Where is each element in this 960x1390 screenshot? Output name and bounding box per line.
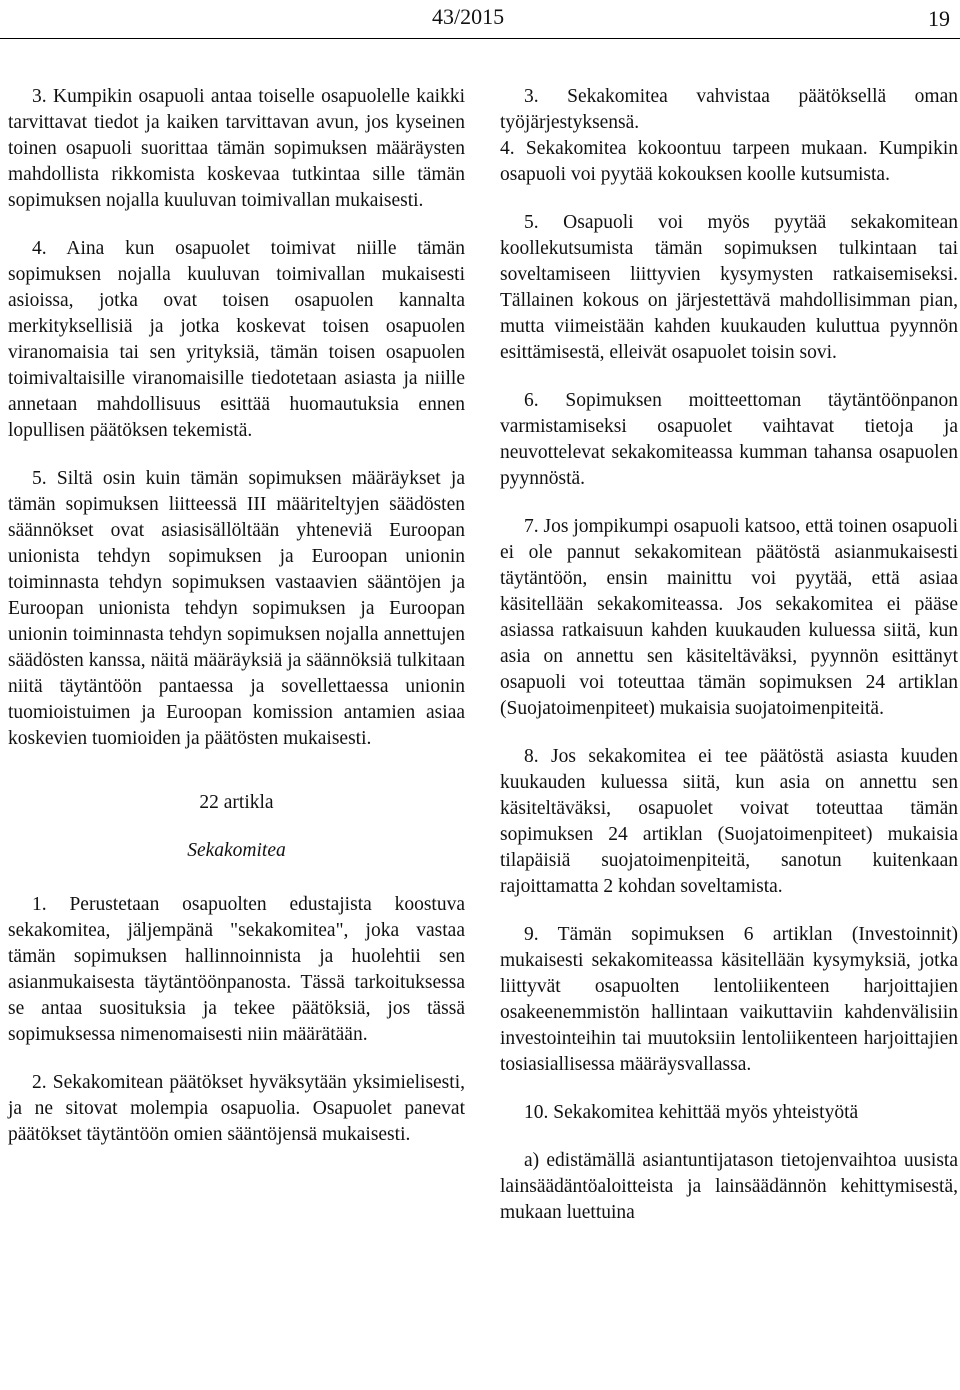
paragraph-10: 10. Sekakomitea kehittää myös yhteistyötä: [524, 1102, 859, 1123]
paragraph-5: 5. Siltä osin kuin tämän sopimuksen määräykset ja tämän sopimuksen liitteessä III määriteltyjen säädösten säännökset ovat asiasisällöltään yhteneviä Euroopan unionista tehdyn sopimuksen ja Euroopan unionin toiminnasta tehdyn sopimuksen vastaavien sääntöjen ja Euroopan unionista tehdyn sopimuksen ja Euroopan unionin toiminnasta tehdyn sopimuksen nojalla annettujen säädösten kanssa, näitä määräyksiä ja säännöksiä tulkitaan niitä täytäntöön pantaessa ja sovellettaessa unionin tuomioistuimen ja Euroopan komission antamien asiaa koskevien tuomioiden ja päätösten mukaisesti.: [8, 468, 465, 749]
paragraph-7: 7. Jos jompikumpi osapuoli katsoo, että toinen osapuoli ei ole pannut sekakomitean päätöstä asianmukaisesti täytäntöön, ensin mainittu voi pyytää, että asiaa käsitellään sekakomiteassa. Jos sekakomitea ei pääse asiassa ratkaisuun kahden kuukauden kuluessa siitä, kun asia on annettu sen käsiteltäväksi, pyynnön esittänyt osapuoli voi toteuttaa tämän sopimuksen 24 artiklan (Suojatoimenpiteet) mukaisia suojatoimenpiteitä.: [500, 516, 958, 719]
paragraph-3: 3. Kumpikin osapuoli antaa toiselle osapuolelle kaikki tarvittavat tiedot ja kaiken tarvittavan avun, jos kyseinen toinen osapuoli suorittaa tämän sopimuksen määräysten mahdollista rikkomista koskevaa tutkintaa sille tämän sopimuksen nojalla kuuluvan toimivallan mukaisesti.: [8, 86, 465, 211]
article-paragraph-1: 1. Perustetaan osapuolten edustajista koostuva sekakomitea, jäljempänä "sekakomitea", joka vastaa tämän sopimuksen hallinnoinnista ja huolehtii sen asianmukaisesta täytäntöönpanosta. Tässä tarkoituksessa se antaa suosituksia ja tekee päätöksiä, jos tässä sopimuksessa nimenomaisesti niin määrätään.: [8, 894, 465, 1045]
left-column: [8, 84, 465, 1170]
issue-number: 43/2015: [432, 4, 505, 29]
paragraph-8: 8. Jos sekakomitea ei tee päätöstä asiasta kuuden kuukauden kuluessa siitä, kun asia on annettu sen käsiteltäväksi, osapuolet voivat toteuttaa tämän sopimuksen 24 artiklan (Suojatoimenpiteet) mukaisia tilapäisiä suojatoimenpiteitä, sanotun kuitenkaan rajoittamatta 2 kohdan soveltamista.: [500, 746, 958, 897]
article-number: 22 artikla: [199, 792, 274, 813]
page-header: [0, 0, 960, 36]
right-column: [500, 84, 958, 1248]
paragraph-10a: a) edistämällä asiantuntijatason tietojenvaihtoa uusista lainsäädäntöaloitteista ja lainsäädännön kehittymisestä, mukaan luettuina: [500, 1150, 958, 1223]
paragraph-5: 5. Osapuoli voi myös pyytää sekakomitean koollekutsumista tämän sopimuksen tulkintaan tai soveltamiseen liittyvien kysymysten ratkaisemiseksi. Tällainen kokous on järjestettävä mahdollisimman pian, mutta viimeistään kahden kuukauden kuluttua pyynnön esittämisestä, elleivät osapuolet toisin sovi.: [500, 212, 958, 363]
page-number: 19: [928, 6, 950, 31]
paragraph-9: 9. Tämän sopimuksen 6 artiklan (Investoinnit) mukaisesti sekakomiteassa käsitellään kysymyksiä, jotka liittyvät osapuolten lentoliikenteen harjoittajien osakeenemmistön hallintaan vaikuttaviin kahdenvälisiin investointeihin tai muutoksiin lentoliikenteen harjoittajien tosiasiallisessa määräysvallassa.: [500, 924, 958, 1075]
paragraph-4: 4. Aina kun osapuolet toimivat niille tämän sopimuksen nojalla kuuluvan toimivallan mukaisesti asioissa, jotka ovat toisen osapuolen kannalta merkityksellisiä ja jotka koskevat toisen osapuolen viranomaisia tai sen yrityksiä, tämän toisen osapuolen toimivaltaisille viranomaisille tiedotetaan asiasta ja niille annetaan mahdollisuus esittää huomautuksia ennen lopullisen päätöksen tekemistä.: [8, 238, 465, 441]
paragraph-3-4: 3. Sekakomitea vahvistaa päätöksellä oman työjärjestyksensä. 4. Sekakomitea kokoontuu tarpeen mukaan. Kumpikin osapuoli voi pyytää kokouksen koolle kutsumista.: [500, 86, 958, 185]
paragraph-6: 6. Sopimuksen moitteettoman täytäntöönpanon varmistamiseksi osapuolet vaihtavat tietoja ja neuvottelevat sekakomiteassa kumman tahansa osapuolen pyynnöstä.: [500, 390, 958, 489]
article-paragraph-2: 2. Sekakomitean päätökset hyväksytään yksimielisesti, ja ne sitovat molempia osapuolia. Osapuolet panevat päätökset täytäntöön omien sääntöjensä mukaisesti.: [8, 1072, 465, 1145]
article-title: Sekakomitea: [187, 840, 286, 861]
header-rule: [0, 38, 960, 39]
